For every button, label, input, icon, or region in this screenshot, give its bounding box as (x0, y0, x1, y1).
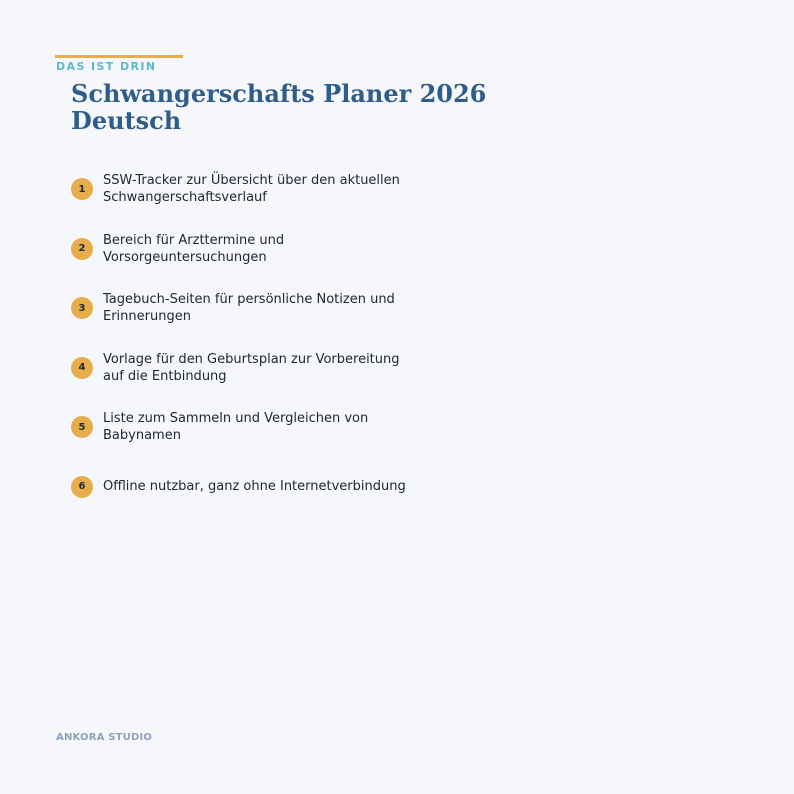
brand-footer: ANKORA STUDIO (56, 732, 153, 743)
accent-bar (55, 55, 183, 58)
feature-text: Offline nutzbar, ganz ohne Internetverbindung (103, 479, 406, 495)
number-badge: 6 (71, 476, 93, 498)
feature-item (71, 470, 411, 504)
feature-item (71, 232, 411, 266)
section-eyebrow: DAS IST DRIN (56, 60, 157, 73)
number-badge: 1 (71, 178, 93, 200)
number-badge: 5 (71, 416, 93, 438)
feature-text: Tagebuch-Seiten für persönliche Notizen und Erinnerungen (103, 292, 395, 325)
feature-text: SSW-Tracker zur Übersicht über den aktuellen Schwangerschaftsverlauf (103, 173, 400, 205)
feature-text: Vorlage für den Geburtsplan zur Vorbereitung auf die Entbindung (103, 351, 400, 384)
number-badge: 4 (71, 357, 93, 379)
feature-text: Liste zum Sammeln und Vergleichen von Babynamen (103, 411, 369, 444)
feature-list (71, 172, 411, 530)
number-badge: 3 (71, 297, 93, 319)
feature-item (71, 410, 411, 444)
number-badge: 2 (71, 238, 93, 260)
feature-item (71, 172, 411, 206)
page-title: Schwangerschafts Planer 2026 Deutsch (71, 79, 487, 135)
feature-item (71, 291, 411, 325)
feature-text: Bereich für Arzttermine und Vorsorgeuntersuchungen (103, 232, 285, 265)
feature-item (71, 351, 411, 385)
